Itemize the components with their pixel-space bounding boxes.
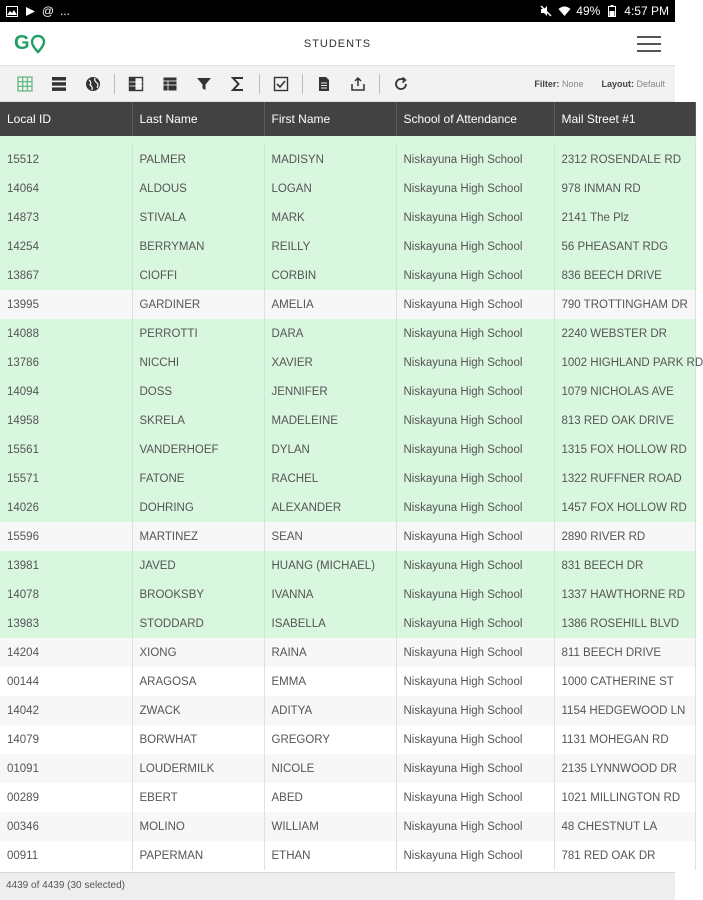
column-header-first-name[interactable]: First Name <box>264 102 396 136</box>
cell-local-id: 14254 <box>0 232 132 261</box>
cell-local-id: 01091 <box>0 754 132 783</box>
table-row[interactable] <box>0 725 695 754</box>
cell-school: Niskayuna High School <box>396 261 554 290</box>
cell-local-id: 14958 <box>0 406 132 435</box>
table-row[interactable] <box>0 812 695 841</box>
wifi-icon <box>558 5 570 17</box>
sum-button[interactable] <box>221 69 255 99</box>
table-row[interactable] <box>0 348 695 377</box>
cell-last-name: DOSS <box>132 377 264 406</box>
cell-last-name: MOLINO <box>132 812 264 841</box>
toolbar-divider <box>114 74 115 94</box>
list-icon <box>51 76 67 92</box>
cell-last-name: MARTINEZ <box>132 522 264 551</box>
cell-first-name: XAVIER <box>264 348 396 377</box>
cell-local-id: 15512 <box>0 145 132 174</box>
cell-first-name: GREGORY <box>264 725 396 754</box>
play-notification-icon <box>24 5 36 17</box>
status-bar <box>0 0 675 22</box>
image-notification-icon <box>6 5 18 17</box>
select-button[interactable] <box>264 69 298 99</box>
grid-footer <box>0 872 675 900</box>
cell-last-name: NICCHI <box>132 348 264 377</box>
cell-mail-street: 48 CHESTNUT LA <box>554 812 695 841</box>
layout-value: Default <box>636 78 665 89</box>
table-row[interactable] <box>0 580 695 609</box>
cell-last-name: ARAGOSA <box>132 667 264 696</box>
record-count: 4439 of 4439 (30 selected) <box>6 880 125 891</box>
cell-last-name: GARDINER <box>132 290 264 319</box>
sigma-icon <box>230 76 246 92</box>
cell-last-name: PERROTTI <box>132 319 264 348</box>
cell-mail-street: 2312 ROSENDALE RD <box>554 145 695 174</box>
table-row[interactable] <box>0 203 695 232</box>
export-button[interactable] <box>341 69 375 99</box>
cell-local-id: 14064 <box>0 174 132 203</box>
table-row[interactable] <box>0 754 695 783</box>
cell-mail-street: 2890 RIVER RD <box>554 522 695 551</box>
cell-mail-street: 2141 The Plz <box>554 203 695 232</box>
checkbox-icon <box>273 76 289 92</box>
cell-mail-street: 1131 MOHEGAN RD <box>554 725 695 754</box>
cell-first-name: HUANG (MICHAEL) <box>264 551 396 580</box>
cell-first-name: JENNIFER <box>264 377 396 406</box>
cell-school: Niskayuna High School <box>396 667 554 696</box>
toolbar-divider <box>259 74 260 94</box>
cell-school: Niskayuna High School <box>396 464 554 493</box>
cell-last-name: ALDOUS <box>132 174 264 203</box>
cell-school: Niskayuna High School <box>396 580 554 609</box>
columns-icon <box>128 76 144 92</box>
cell-first-name: NICOLE <box>264 754 396 783</box>
cell-mail-street: 1457 FOX HOLLOW RD <box>554 493 695 522</box>
battery-icon <box>606 5 618 17</box>
menu-line <box>637 43 661 45</box>
cell-local-id: 14204 <box>0 638 132 667</box>
table-row[interactable] <box>0 319 695 348</box>
cell-first-name: RACHEL <box>264 464 396 493</box>
cell-last-name: FATONE <box>132 464 264 493</box>
students-grid <box>0 102 703 862</box>
cell-last-name: CIOFFI <box>132 261 264 290</box>
cell-mail-street: 1002 HIGHLAND PARK RD <box>554 348 695 377</box>
table-row[interactable] <box>0 232 695 261</box>
cell-mail-street: 1021 MILLINGTON RD <box>554 783 695 812</box>
table-row[interactable] <box>0 464 695 493</box>
cell-school: Niskayuna High School <box>396 696 554 725</box>
cell-mail-street: 2135 LYNNWOOD DR <box>554 754 695 783</box>
column-header-school[interactable]: School of Attendance <box>396 102 554 136</box>
cell-first-name: MADELEINE <box>264 406 396 435</box>
cell-school: Niskayuna High School <box>396 812 554 841</box>
layout-status[interactable]: Layout: Default <box>601 78 665 89</box>
toolbar-divider <box>379 74 380 94</box>
cell-first-name: ETHAN <box>264 841 396 870</box>
cell-first-name: RAINA <box>264 638 396 667</box>
cell-last-name: STODDARD <box>132 609 264 638</box>
cell-first-name: ISABELLA <box>264 609 396 638</box>
table-body <box>0 136 703 870</box>
table-button[interactable] <box>153 69 187 99</box>
location-pin-icon <box>31 35 45 53</box>
cell-mail-street: 831 BEECH DR <box>554 551 695 580</box>
table-row[interactable] <box>0 435 695 464</box>
cell-local-id: 15596 <box>0 522 132 551</box>
cell-school: Niskayuna High School <box>396 174 554 203</box>
document-button[interactable] <box>307 69 341 99</box>
filter-button[interactable] <box>187 69 221 99</box>
cell-last-name: EBERT <box>132 783 264 812</box>
cell-local-id: 14026 <box>0 493 132 522</box>
table-row[interactable] <box>0 290 695 319</box>
cell-first-name: SEAN <box>264 522 396 551</box>
table-row[interactable] <box>0 406 695 435</box>
table-row[interactable] <box>0 145 695 174</box>
cell-last-name: BERRYMAN <box>132 232 264 261</box>
cell-first-name: CORBIN <box>264 261 396 290</box>
table-row[interactable] <box>0 493 695 522</box>
cell-local-id: 14078 <box>0 580 132 609</box>
table-row[interactable] <box>0 609 695 638</box>
cell-school: Niskayuna High School <box>396 290 554 319</box>
cell-school: Niskayuna High School <box>396 493 554 522</box>
column-header-last-name[interactable]: Last Name <box>132 102 264 136</box>
cell-mail-street: 1315 FOX HOLLOW RD <box>554 435 695 464</box>
cell-mail-street: 1154 HEDGEWOOD LN <box>554 696 695 725</box>
cell-school: Niskayuna High School <box>396 841 554 870</box>
column-header-local-id[interactable]: Local ID <box>0 102 132 136</box>
cell-local-id: 15571 <box>0 464 132 493</box>
table-row[interactable] <box>0 174 695 203</box>
globe-icon <box>85 76 101 92</box>
table-icon <box>162 76 178 92</box>
table-row[interactable] <box>0 667 695 696</box>
cell-first-name: AMELIA <box>264 290 396 319</box>
list-view-button[interactable] <box>42 69 76 99</box>
table-header-row <box>0 102 695 136</box>
cell-local-id: 14088 <box>0 319 132 348</box>
toolbar-divider <box>302 74 303 94</box>
cell-first-name: EMMA <box>264 667 396 696</box>
table-row[interactable] <box>0 261 695 290</box>
table-row[interactable] <box>0 551 695 580</box>
cell-local-id: 14079 <box>0 725 132 754</box>
go-logo[interactable]: G <box>14 32 45 55</box>
refresh-button[interactable] <box>384 69 418 99</box>
cell-last-name: ZWACK <box>132 696 264 725</box>
cell-school: Niskayuna High School <box>396 435 554 464</box>
cell-first-name: WILLIAM <box>264 812 396 841</box>
cell-mail-street: 813 RED OAK DRIVE <box>554 406 695 435</box>
app-bar <box>0 22 675 66</box>
cell-mail-street: 2240 WEBSTER DR <box>554 319 695 348</box>
cell-local-id: 15561 <box>0 435 132 464</box>
cell-last-name: STIVALA <box>132 203 264 232</box>
cell-school: Niskayuna High School <box>396 783 554 812</box>
menu-line <box>637 50 661 52</box>
cell-last-name: DOHRING <box>132 493 264 522</box>
cell-first-name: REILLY <box>264 232 396 261</box>
grid-view-button[interactable] <box>8 69 42 99</box>
cell-local-id: 14873 <box>0 203 132 232</box>
cell-last-name: PAPERMAN <box>132 841 264 870</box>
cell-mail-street: 56 PHEASANT RDG <box>554 232 695 261</box>
cell-local-id: 00144 <box>0 667 132 696</box>
table-row[interactable] <box>0 638 695 667</box>
cell-last-name: SKRELA <box>132 406 264 435</box>
cell-mail-street: 1386 ROSEHILL BLVD <box>554 609 695 638</box>
cell-mail-street: 1337 HAWTHORNE RD <box>554 580 695 609</box>
cell-first-name: DYLAN <box>264 435 396 464</box>
clock: 4:57 PM <box>624 4 669 18</box>
grid-toolbar <box>0 66 675 102</box>
cell-mail-street: 1079 NICHOLAS AVE <box>554 377 695 406</box>
cell-local-id: 13786 <box>0 348 132 377</box>
cell-last-name: BORWHAT <box>132 725 264 754</box>
table-row[interactable] <box>0 522 695 551</box>
cell-school: Niskayuna High School <box>396 348 554 377</box>
cell-school: Niskayuna High School <box>396 406 554 435</box>
cell-school: Niskayuna High School <box>396 377 554 406</box>
cell-school: Niskayuna High School <box>396 754 554 783</box>
cell-last-name: VANDERHOEF <box>132 435 264 464</box>
cell-last-name: XIONG <box>132 638 264 667</box>
cell-school: Niskayuna High School <box>396 522 554 551</box>
cell-first-name: ADITYA <box>264 696 396 725</box>
battery-percent: 49% <box>576 4 601 18</box>
document-icon <box>316 76 332 92</box>
export-icon <box>350 76 366 92</box>
cell-mail-street: 836 BEECH DRIVE <box>554 261 695 290</box>
cell-local-id: 00346 <box>0 812 132 841</box>
cell-first-name: ABED <box>264 783 396 812</box>
at-notification-icon: @ <box>41 4 55 18</box>
column-header-mail-street[interactable]: Mail Street #1 <box>554 102 695 136</box>
cell-last-name: LOUDERMILK <box>132 754 264 783</box>
cell-first-name: ALEXANDER <box>264 493 396 522</box>
cell-mail-street: 978 INMAN RD <box>554 174 695 203</box>
cell-school: Niskayuna High School <box>396 551 554 580</box>
cell-first-name: MADISYN <box>264 145 396 174</box>
menu-line <box>637 36 661 38</box>
cell-mail-street: 790 TROTTINGHAM DR <box>554 290 695 319</box>
cell-local-id: 00911 <box>0 841 132 870</box>
cell-local-id: 14042 <box>0 696 132 725</box>
cell-mail-street: 781 RED OAK DR <box>554 841 695 870</box>
cell-local-id: 13983 <box>0 609 132 638</box>
cell-school: Niskayuna High School <box>396 609 554 638</box>
toolbar-status <box>534 79 667 89</box>
cell-school: Niskayuna High School <box>396 319 554 348</box>
cell-mail-street: 1322 RUFFNER ROAD <box>554 464 695 493</box>
cell-first-name: DARA <box>264 319 396 348</box>
cell-local-id: 13995 <box>0 290 132 319</box>
cell-mail-street: 811 BEECH DRIVE <box>554 638 695 667</box>
filter-value: None <box>561 78 584 89</box>
hamburger-menu-button[interactable] <box>637 34 661 54</box>
cell-first-name: IVANNA <box>264 580 396 609</box>
mute-icon <box>540 5 552 17</box>
cell-local-id: 14094 <box>0 377 132 406</box>
cell-local-id: 13981 <box>0 551 132 580</box>
cell-local-id: 00289 <box>0 783 132 812</box>
partial-row <box>0 136 695 145</box>
cell-school: Niskayuna High School <box>396 232 554 261</box>
cell-last-name: JAVED <box>132 551 264 580</box>
page-title: STUDENTS <box>303 37 372 50</box>
refresh-icon <box>393 76 409 92</box>
cell-mail-street: 1000 CATHERINE ST <box>554 667 695 696</box>
cell-last-name: BROOKSBY <box>132 580 264 609</box>
filter-status[interactable]: Filter: None <box>534 78 584 89</box>
more-notifications: ... <box>60 4 71 18</box>
globe-button[interactable] <box>76 69 110 99</box>
cell-first-name: LOGAN <box>264 174 396 203</box>
filter-icon <box>196 76 212 92</box>
students-table <box>0 102 703 870</box>
cell-first-name: MARK <box>264 203 396 232</box>
columns-button[interactable] <box>119 69 153 99</box>
table-row[interactable] <box>0 841 695 870</box>
cell-school: Niskayuna High School <box>396 638 554 667</box>
table-row[interactable] <box>0 377 695 406</box>
table-row[interactable] <box>0 783 695 812</box>
grid-icon <box>17 76 33 92</box>
cell-last-name: PALMER <box>132 145 264 174</box>
cell-local-id: 13867 <box>0 261 132 290</box>
cell-school: Niskayuna High School <box>396 725 554 754</box>
table-row[interactable] <box>0 696 695 725</box>
cell-school: Niskayuna High School <box>396 203 554 232</box>
cell-school: Niskayuna High School <box>396 145 554 174</box>
